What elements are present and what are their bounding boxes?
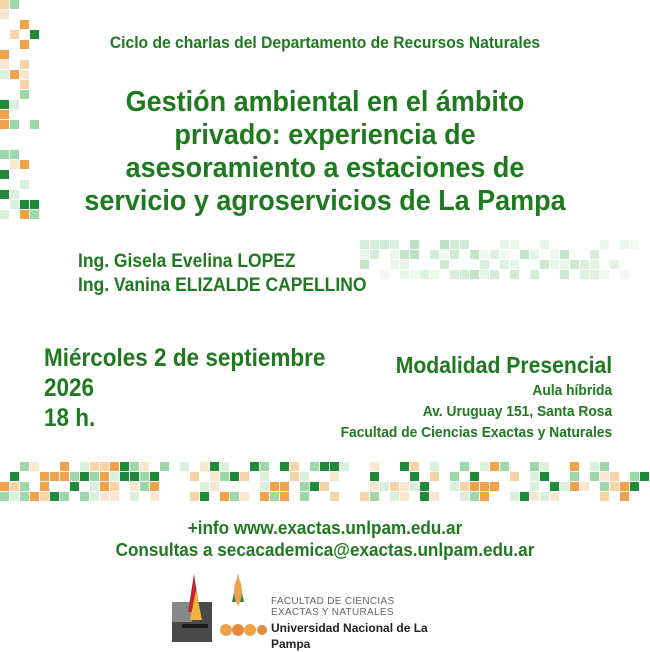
pixel-square	[580, 482, 589, 491]
pixel-square	[0, 0, 9, 9]
pixel-square	[560, 260, 569, 269]
pixel-square	[430, 472, 439, 481]
pixel-square	[320, 482, 329, 491]
pixel-square	[10, 70, 19, 79]
pixel-square	[430, 462, 439, 471]
pixel-square	[480, 462, 489, 471]
pixel-square	[70, 472, 79, 481]
pixel-square	[230, 492, 239, 501]
pixel-square	[610, 260, 619, 269]
pixel-square	[520, 250, 529, 259]
pixel-square	[440, 260, 449, 269]
pixel-square	[20, 80, 29, 89]
pixel-square	[600, 492, 609, 501]
modality-faculty: Facultad de Ciencias Exactas y Naturales	[340, 424, 612, 441]
pixel-square	[610, 472, 619, 481]
faculty-emblem-icon	[168, 572, 268, 642]
pixel-square	[600, 472, 609, 481]
pixel-square	[370, 472, 379, 481]
pixel-square	[90, 482, 99, 491]
pixel-square	[0, 170, 9, 179]
pixel-square	[70, 482, 79, 491]
pixel-square	[530, 250, 539, 259]
pixel-square	[10, 150, 19, 159]
pixel-square	[430, 250, 439, 259]
pixel-square	[260, 462, 269, 471]
pixel-square	[0, 150, 9, 159]
pixel-square	[600, 270, 609, 279]
right-pixel-decoration	[360, 240, 640, 280]
pixel-square	[570, 462, 579, 471]
pixel-square	[480, 250, 489, 259]
title-line: privado: experiencia de	[174, 119, 476, 151]
pixel-square	[400, 260, 409, 269]
modality-address: Av. Uruguay 151, Santa Rosa	[422, 403, 612, 420]
pixel-square	[330, 492, 339, 501]
pixel-square	[90, 492, 99, 501]
pixel-square	[40, 472, 49, 481]
pixel-square	[220, 472, 229, 481]
pixel-square	[620, 270, 629, 279]
pixel-square	[100, 492, 109, 501]
pixel-square	[20, 210, 29, 219]
pixel-square	[580, 260, 589, 269]
pixel-square	[0, 100, 9, 109]
pixel-square	[480, 260, 489, 269]
pixel-square	[0, 210, 9, 219]
pixel-square	[630, 240, 639, 249]
pixel-square	[490, 462, 499, 471]
pixel-square	[140, 482, 149, 491]
pixel-square	[390, 482, 399, 491]
pixel-square	[370, 240, 379, 249]
pixel-square	[190, 492, 199, 501]
speaker-name: Ing. Vanina ELIZALDE CAPELLINO	[78, 275, 367, 296]
pixel-square	[0, 10, 9, 19]
talk-title	[79, 86, 572, 218]
pixel-square	[400, 270, 409, 279]
pixel-square	[410, 472, 419, 481]
contact-email[interactable]: Consultas a secacademica@exactas.unlpam.edu.ar	[115, 540, 535, 560]
pixel-square	[300, 472, 309, 481]
pixel-square	[410, 240, 419, 249]
pixel-square	[310, 462, 319, 471]
pixel-square	[420, 270, 429, 279]
pixel-square	[310, 482, 319, 491]
pixel-square	[540, 462, 549, 471]
pixel-square	[530, 472, 539, 481]
pixel-square	[20, 20, 29, 29]
pixel-square	[260, 492, 269, 501]
pixel-square	[590, 462, 599, 471]
pixel-square	[150, 472, 159, 481]
pixel-square	[390, 250, 399, 259]
pixel-square	[450, 472, 459, 481]
pixel-square	[330, 462, 339, 471]
title-line: servicio y agroservicios de La Pampa	[84, 185, 566, 217]
pixel-square	[560, 270, 569, 279]
pixel-square	[590, 472, 599, 481]
bottom-pixel-band	[0, 462, 650, 502]
pixel-square	[360, 240, 369, 249]
pixel-square	[390, 240, 399, 249]
pixel-square	[250, 462, 259, 471]
pixel-square	[530, 492, 539, 501]
pixel-square	[150, 492, 159, 501]
pixel-square	[540, 472, 549, 481]
date-time: 18 h.	[44, 404, 96, 432]
pixel-square	[500, 240, 509, 249]
pixel-square	[30, 492, 39, 501]
pixel-square	[220, 462, 229, 471]
pixel-square	[470, 472, 479, 481]
pixel-square	[330, 472, 339, 481]
pixel-square	[20, 200, 29, 209]
pixel-square	[380, 270, 389, 279]
pixel-square	[50, 492, 59, 501]
pixel-square	[130, 472, 139, 481]
pixel-square	[20, 482, 29, 491]
pixel-square	[10, 30, 19, 39]
pixel-square	[10, 482, 19, 491]
pixel-square	[200, 492, 209, 501]
pixel-square	[110, 462, 119, 471]
pixel-square	[40, 492, 49, 501]
pixel-square	[520, 492, 529, 501]
pixel-square	[570, 260, 579, 269]
date-year: 2026	[44, 374, 95, 402]
pixel-square	[510, 492, 519, 501]
pixel-square	[460, 492, 469, 501]
contact-info	[16, 517, 634, 561]
pixel-square	[440, 250, 449, 259]
pixel-square	[410, 462, 419, 471]
pixel-square	[0, 70, 9, 79]
pixel-square	[630, 482, 639, 491]
pixel-square	[450, 482, 459, 491]
pixel-square	[130, 492, 139, 501]
pixel-square	[280, 482, 289, 491]
pixel-square	[140, 472, 149, 481]
pixel-square	[470, 270, 479, 279]
pixel-square	[530, 482, 539, 491]
pixel-square	[240, 492, 249, 501]
event-date	[44, 343, 325, 433]
pixel-square	[500, 260, 509, 269]
pixel-square	[290, 472, 299, 481]
modality-block	[340, 350, 612, 443]
pixel-square	[510, 270, 519, 279]
pixel-square	[280, 492, 289, 501]
pixel-square	[540, 492, 549, 501]
modality-title: Modalidad Presencial	[395, 352, 612, 378]
pixel-square	[150, 482, 159, 491]
pixel-square	[490, 270, 499, 279]
pixel-square	[460, 240, 469, 249]
pixel-square	[640, 472, 649, 481]
pixel-square	[320, 462, 329, 471]
pixel-square	[490, 250, 499, 259]
pixel-square	[620, 492, 629, 501]
pixel-square	[400, 492, 409, 501]
pixel-square	[20, 60, 29, 69]
pixel-square	[390, 492, 399, 501]
pixel-square	[100, 482, 109, 491]
pixel-square	[590, 260, 599, 269]
pixel-square	[20, 180, 29, 189]
pixel-square	[130, 462, 139, 471]
pixel-square	[600, 462, 609, 471]
pixel-square	[510, 260, 519, 269]
pixel-square	[290, 462, 299, 471]
pixel-square	[550, 260, 559, 269]
pixel-square	[230, 472, 239, 481]
pixel-square	[90, 472, 99, 481]
pixel-square	[270, 492, 279, 501]
pixel-square	[0, 120, 9, 129]
pixel-square	[0, 482, 9, 491]
pixel-square	[0, 60, 9, 69]
pixel-square	[430, 270, 439, 279]
pixel-square	[580, 270, 589, 279]
pixel-square	[420, 492, 429, 501]
pixel-square	[0, 110, 9, 119]
pixel-square	[390, 260, 399, 269]
pixel-square	[370, 492, 379, 501]
pixel-square	[190, 472, 199, 481]
pixel-square	[130, 482, 139, 491]
pixel-square	[300, 492, 309, 501]
pixel-square	[200, 482, 209, 491]
pixel-square	[10, 0, 19, 9]
pixel-square	[0, 50, 9, 59]
pixel-square	[450, 270, 459, 279]
pixel-square	[10, 472, 19, 481]
pixel-square	[10, 200, 19, 209]
pixel-square	[400, 482, 409, 491]
university-logo	[168, 572, 468, 651]
pixel-square	[30, 120, 39, 129]
title-line: asesoramiento a estaciones de	[125, 152, 525, 184]
date-day: Miércoles 2 de septiembre	[44, 344, 326, 372]
pixel-square	[550, 482, 559, 491]
pixel-square	[600, 240, 609, 249]
pixel-square	[80, 472, 89, 481]
pixel-square	[50, 472, 59, 481]
pixel-square	[0, 492, 9, 501]
pixel-square	[370, 250, 379, 259]
pixel-square	[620, 240, 629, 249]
pixel-square	[280, 462, 289, 471]
pixel-square	[400, 462, 409, 471]
pixel-square	[400, 250, 409, 259]
pixel-square	[10, 100, 19, 109]
pixel-square	[500, 250, 509, 259]
pixel-square	[80, 462, 89, 471]
pixel-square	[120, 472, 129, 481]
speaker-name: Ing. Gisela Evelina LOPEZ	[78, 251, 296, 272]
pixel-square	[20, 492, 29, 501]
pixel-square	[550, 250, 559, 259]
pixel-square	[560, 250, 569, 259]
modality-room: Aula híbrida	[532, 382, 612, 399]
pixel-square	[60, 462, 69, 471]
pixel-square	[210, 482, 219, 491]
pixel-square	[490, 482, 499, 491]
pixel-square	[560, 482, 569, 491]
pixel-square	[500, 462, 509, 471]
pixel-square	[20, 70, 29, 79]
pixel-square	[570, 482, 579, 491]
pixel-square	[590, 270, 599, 279]
pixel-square	[450, 250, 459, 259]
pixel-square	[540, 260, 549, 269]
pixel-square	[260, 472, 269, 481]
pixel-square	[60, 492, 69, 501]
pixel-square	[110, 492, 119, 501]
pixel-square	[0, 190, 9, 199]
pixel-square	[10, 190, 19, 199]
pixel-square	[260, 482, 269, 491]
pixel-square	[20, 90, 29, 99]
logo-wordmark	[271, 596, 468, 652]
pixel-square	[10, 120, 19, 129]
pixel-square	[160, 462, 169, 471]
pixel-square	[470, 482, 479, 491]
pixel-square	[200, 462, 209, 471]
pixel-square	[470, 492, 479, 501]
pixel-square	[460, 482, 469, 491]
pixel-square	[270, 482, 279, 491]
pixel-square	[600, 482, 609, 491]
pixel-square	[450, 240, 459, 249]
pixel-square	[510, 240, 519, 249]
pixel-square	[610, 482, 619, 491]
pixel-square	[90, 462, 99, 471]
title-line: Gestión ambiental en el ámbito	[125, 86, 525, 118]
pixel-square	[460, 462, 469, 471]
pixel-square	[530, 270, 539, 279]
pixel-square	[470, 250, 479, 259]
pixel-square	[620, 482, 629, 491]
pixel-square	[20, 462, 29, 471]
pixel-square	[410, 270, 419, 279]
pixel-square	[460, 270, 469, 279]
pixel-square	[10, 160, 19, 169]
pixel-square	[630, 472, 639, 481]
pixel-square	[120, 462, 129, 471]
pixel-square	[210, 462, 219, 471]
pixel-square	[180, 462, 189, 471]
pixel-square	[240, 472, 249, 481]
pixel-square	[430, 492, 439, 501]
logo-line: EXACTAS Y NATURALES	[271, 607, 394, 618]
pixel-square	[110, 482, 119, 491]
pixel-square	[550, 492, 559, 501]
pixel-square	[530, 462, 539, 471]
pixel-square	[370, 462, 379, 471]
pixel-square	[340, 462, 349, 471]
pixel-square	[210, 472, 219, 481]
pixel-square	[300, 482, 309, 491]
pixel-square	[440, 240, 449, 249]
info-link[interactable]: +info www.exactas.unlpam.edu.ar	[187, 518, 463, 538]
pixel-square	[220, 492, 229, 501]
pixel-square	[80, 492, 89, 501]
pixel-square	[410, 482, 419, 491]
logo-line: FACULTAD DE CIENCIAS	[271, 596, 395, 607]
pixel-square	[480, 270, 489, 279]
pixel-square	[30, 210, 39, 219]
series-title: Ciclo de charlas del Departamento de Recursos Naturales	[109, 33, 541, 52]
pixel-square	[420, 482, 429, 491]
pixel-square	[510, 472, 519, 481]
pixel-square	[360, 492, 369, 501]
pixel-square	[370, 482, 379, 491]
pixel-square	[100, 462, 109, 471]
pixel-square	[60, 472, 69, 481]
pixel-square	[10, 492, 19, 501]
speakers	[78, 250, 366, 298]
pixel-square	[540, 240, 549, 249]
pixel-square	[30, 462, 39, 471]
logo-university: Universidad Nacional de La Pampa	[271, 621, 428, 651]
pixel-square	[380, 482, 389, 491]
pixel-square	[140, 462, 149, 471]
pixel-square	[380, 240, 389, 249]
pixel-square	[480, 492, 489, 501]
pixel-square	[570, 472, 579, 481]
pixel-square	[30, 200, 39, 209]
pixel-square	[590, 250, 599, 259]
pixel-square	[40, 482, 49, 491]
pixel-square	[480, 482, 489, 491]
pixel-square	[100, 472, 109, 481]
pixel-square	[20, 160, 29, 169]
pixel-square	[410, 250, 419, 259]
pixel-square	[110, 472, 119, 481]
